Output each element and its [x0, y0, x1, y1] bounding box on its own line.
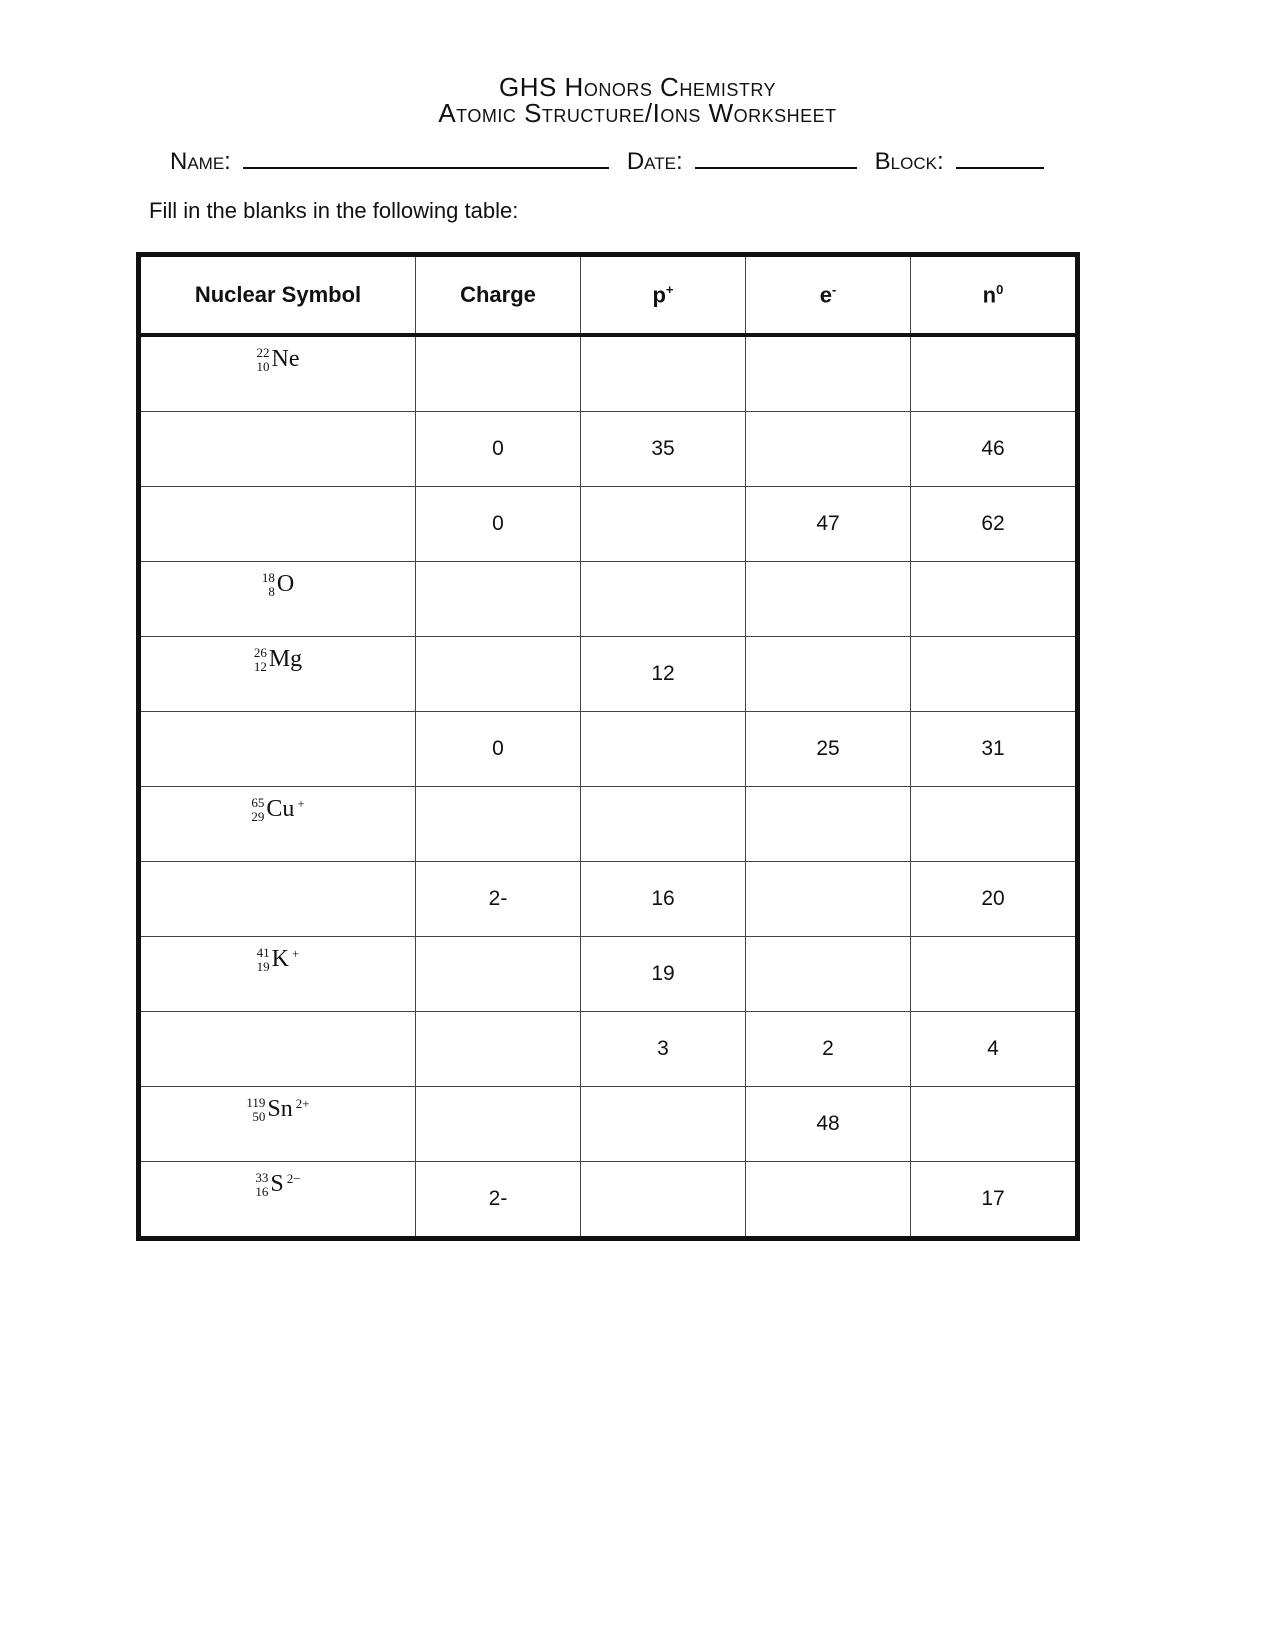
table-row [139, 1087, 1078, 1162]
date-blank[interactable] [695, 149, 857, 169]
element-symbol: Cu [266, 796, 295, 822]
header-protons-base: p [652, 282, 666, 308]
header-electrons [746, 255, 911, 336]
mass-number: 41 [256, 944, 270, 960]
mass-atomic-numbers [251, 796, 264, 824]
electrons-cell[interactable]: 25 [746, 712, 911, 787]
ion-charge: + [297, 795, 305, 811]
table-row [139, 862, 1078, 937]
protons-cell[interactable] [581, 335, 746, 412]
neutrons-cell[interactable]: 46 [911, 412, 1078, 487]
ion-charge: + [292, 945, 300, 961]
atomic-number: 16 [255, 1183, 269, 1199]
mass-number: 22 [256, 344, 270, 360]
atomic-structure-table [136, 252, 1080, 1241]
table-row [139, 562, 1078, 637]
table-row [139, 637, 1078, 712]
ion-charge: 2+ [295, 1095, 310, 1111]
nuclear-symbol-cell[interactable] [139, 712, 416, 787]
nuclear-symbol-cell[interactable] [139, 937, 416, 1012]
date-label: Date: [626, 148, 683, 175]
protons-cell[interactable]: 12 [581, 637, 746, 712]
header-nuclear-symbol: Nuclear Symbol [139, 255, 416, 336]
protons-cell[interactable]: 3 [581, 1012, 746, 1087]
nuclear-symbol-cell[interactable] [139, 637, 416, 712]
header-electrons-base: e [819, 282, 832, 308]
nuclear-symbol [246, 1096, 309, 1124]
electrons-cell[interactable] [746, 562, 911, 637]
worksheet-title-line2: Atomic Structure/Ions Worksheet [438, 98, 837, 128]
electrons-cell[interactable] [746, 1162, 911, 1239]
worksheet-title-line1: GHS Honors Chemistry [498, 72, 777, 102]
protons-cell[interactable] [581, 1087, 746, 1162]
nuclear-symbol [254, 646, 302, 674]
charge-cell[interactable]: 0 [416, 712, 581, 787]
table-body [139, 335, 1078, 1239]
nuclear-symbol-cell[interactable] [139, 787, 416, 862]
electrons-cell[interactable] [746, 637, 911, 712]
atomic-number: 19 [256, 958, 270, 974]
block-label: Block: [874, 148, 944, 175]
neutrons-cell[interactable]: 17 [911, 1162, 1078, 1239]
ion-charge: 2− [286, 1170, 301, 1186]
table-row [139, 787, 1078, 862]
charge-cell[interactable] [416, 937, 581, 1012]
atomic-number: 12 [253, 658, 267, 674]
neutrons-cell[interactable] [911, 335, 1078, 412]
nuclear-symbol [257, 346, 300, 374]
charge-cell[interactable]: 2- [416, 1162, 581, 1239]
charge-cell[interactable] [416, 1012, 581, 1087]
element-symbol: Mg [268, 646, 303, 672]
mass-atomic-numbers [262, 571, 275, 599]
neutrons-cell[interactable]: 4 [911, 1012, 1078, 1087]
table-row [139, 937, 1078, 1012]
mass-atomic-numbers [246, 1096, 265, 1124]
mass-number: 65 [251, 794, 265, 810]
mass-number: 119 [246, 1094, 266, 1110]
charge-cell[interactable]: 0 [416, 412, 581, 487]
header-protons [581, 255, 746, 336]
header-neutrons-base: n [982, 282, 997, 308]
nuclear-symbol-cell[interactable] [139, 412, 416, 487]
neutrons-cell[interactable]: 20 [911, 862, 1078, 937]
charge-cell[interactable] [416, 637, 581, 712]
electrons-cell[interactable] [746, 335, 911, 412]
electrons-cell[interactable]: 47 [746, 487, 911, 562]
table-row [139, 412, 1078, 487]
element-symbol: S [270, 1171, 284, 1197]
mass-atomic-numbers [257, 946, 270, 974]
nuclear-symbol-cell[interactable] [139, 1012, 416, 1087]
protons-cell[interactable] [581, 562, 746, 637]
nuclear-symbol [257, 946, 300, 974]
header-neutrons [911, 255, 1078, 336]
neutrons-cell[interactable] [911, 787, 1078, 862]
neutrons-cell[interactable] [911, 562, 1078, 637]
table-header-row [139, 255, 1078, 336]
table-row [139, 1162, 1078, 1239]
electrons-cell[interactable]: 48 [746, 1087, 911, 1162]
atomic-number: 50 [252, 1108, 266, 1124]
nuclear-symbol-cell[interactable] [139, 562, 416, 637]
charge-cell[interactable] [416, 1087, 581, 1162]
mass-number: 18 [261, 569, 275, 585]
table-row [139, 335, 1078, 412]
charge-cell[interactable] [416, 787, 581, 862]
protons-cell[interactable] [581, 487, 746, 562]
mass-atomic-numbers [254, 646, 267, 674]
neutrons-cell[interactable] [911, 1087, 1078, 1162]
nuclear-symbol [251, 796, 304, 824]
instruction-text: Fill in the blanks in the following table: [149, 198, 519, 223]
protons-cell[interactable]: 19 [581, 937, 746, 1012]
electrons-cell[interactable] [746, 787, 911, 862]
header-charge: Charge [416, 255, 581, 336]
nuclear-symbol-cell[interactable] [139, 335, 416, 412]
protons-cell[interactable]: 16 [581, 862, 746, 937]
atomic-number: 10 [256, 358, 270, 374]
table-row [139, 1012, 1078, 1087]
element-symbol: Ne [271, 346, 300, 372]
element-symbol: O [276, 571, 295, 597]
protons-cell[interactable] [581, 787, 746, 862]
nuclear-symbol-cell[interactable] [139, 487, 416, 562]
electrons-cell[interactable]: 2 [746, 1012, 911, 1087]
table-row [139, 712, 1078, 787]
neutrons-cell[interactable] [911, 637, 1078, 712]
charge-cell[interactable] [416, 562, 581, 637]
block-blank[interactable] [956, 149, 1044, 169]
atomic-number: 8 [268, 583, 275, 599]
nuclear-symbol [262, 571, 294, 599]
header-electrons-sup: - [831, 281, 837, 297]
nuclear-symbol-cell[interactable] [139, 1162, 416, 1239]
nuclear-symbol [255, 1171, 300, 1199]
charge-cell[interactable]: 2- [416, 862, 581, 937]
name-label: Name: [170, 148, 231, 175]
nuclear-symbol-cell[interactable] [139, 1087, 416, 1162]
name-blank[interactable] [243, 149, 609, 169]
protons-cell[interactable] [581, 712, 746, 787]
electrons-cell[interactable] [746, 862, 911, 937]
element-symbol: Sn [267, 1096, 293, 1122]
nuclear-symbol-cell[interactable] [139, 862, 416, 937]
header-protons-sup: + [665, 281, 674, 297]
element-symbol: K [271, 946, 289, 972]
charge-cell[interactable]: 0 [416, 487, 581, 562]
neutrons-cell[interactable]: 31 [911, 712, 1078, 787]
protons-cell[interactable]: 35 [581, 412, 746, 487]
electrons-cell[interactable] [746, 412, 911, 487]
electrons-cell[interactable] [746, 937, 911, 1012]
mass-number: 33 [255, 1169, 269, 1185]
mass-atomic-numbers [255, 1171, 268, 1199]
student-info-row [170, 148, 1110, 176]
neutrons-cell[interactable]: 62 [911, 487, 1078, 562]
protons-cell[interactable] [581, 1162, 746, 1239]
mass-atomic-numbers [257, 346, 270, 374]
table-row [139, 487, 1078, 562]
neutrons-cell[interactable] [911, 937, 1078, 1012]
header-neutrons-sup: 0 [996, 281, 1004, 297]
charge-cell[interactable] [416, 335, 581, 412]
atomic-number: 29 [251, 808, 265, 824]
mass-number: 26 [253, 644, 267, 660]
